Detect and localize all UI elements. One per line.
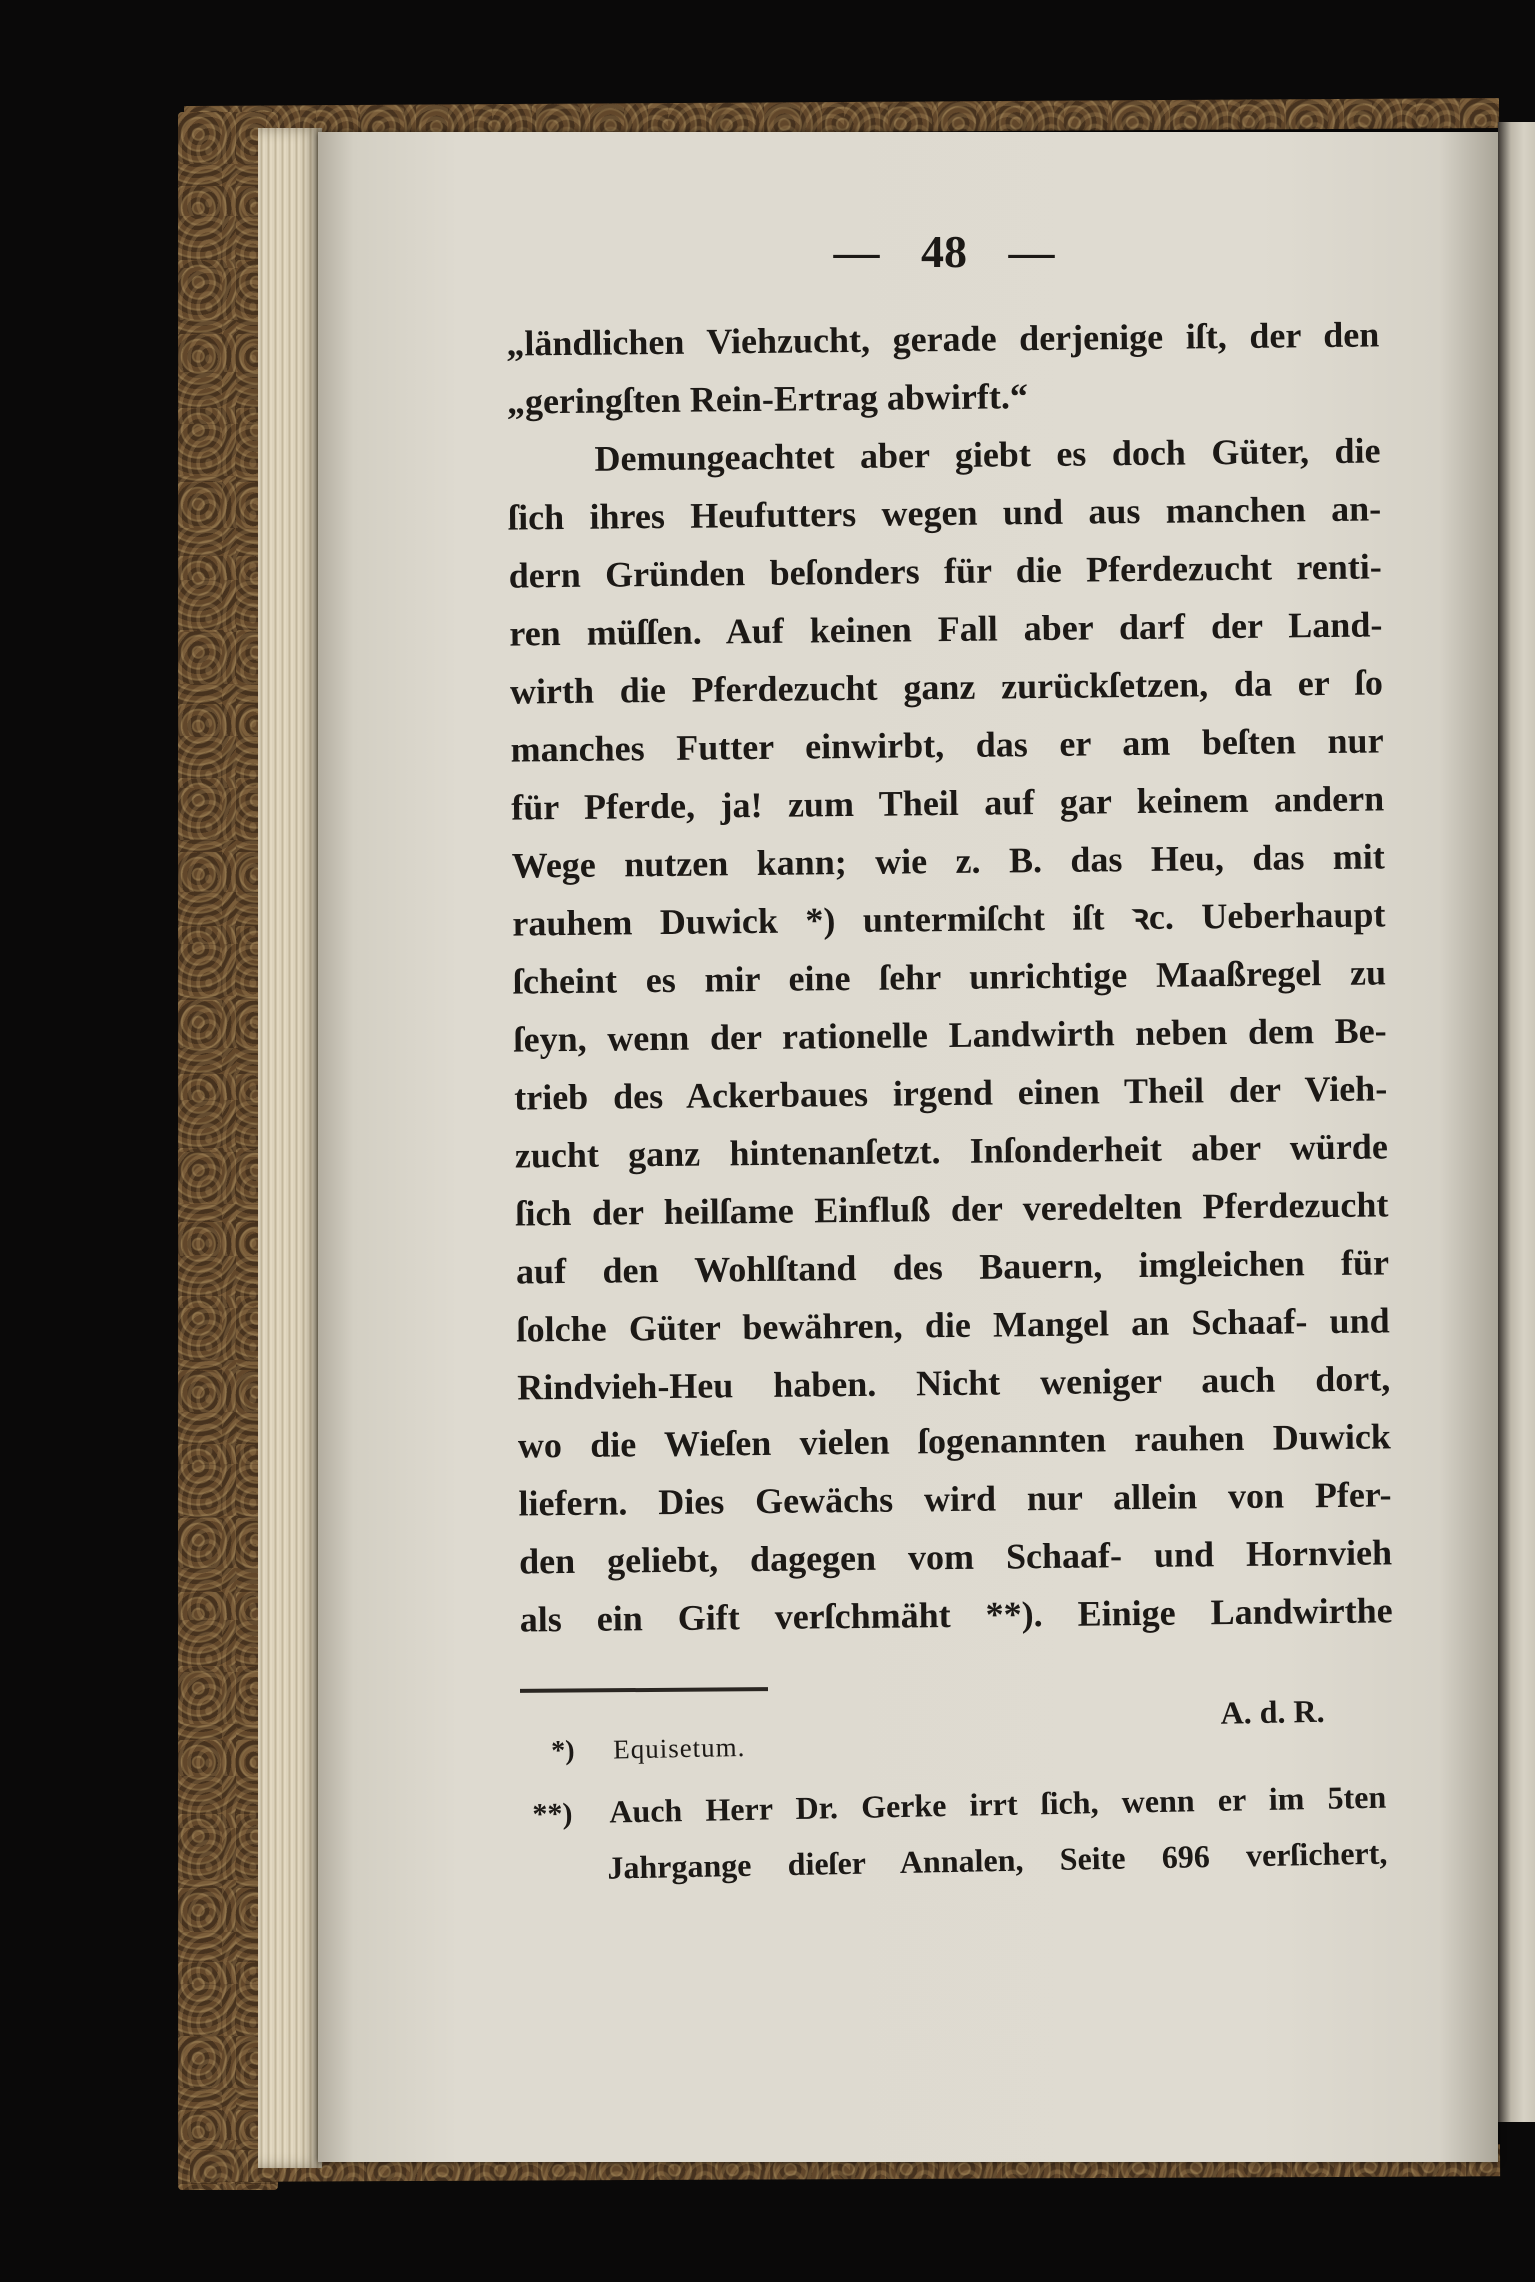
text-line: ſeyn, wenn der rationelle Landwirth neben dem Be-: [513, 1010, 1387, 1060]
text-line: ſich der heilſame Einfluß der veredelten Pferdezucht: [515, 1184, 1389, 1234]
text-line: auf den Wohlſtand des Bauern, imgleichen für: [515, 1242, 1390, 1292]
page-block-edges: [258, 128, 322, 2168]
next-page-edge: [1498, 122, 1535, 2122]
text-line: liefern. Dies Gewächs wird nur allein von Pfer-: [518, 1474, 1392, 1524]
text-line: Rindvieh-Heu haben. Nicht weniger auch dort,: [517, 1358, 1391, 1408]
body-text: [506, 305, 1393, 1648]
footnote-marker: *): [550, 1735, 575, 1767]
footnote-text-line: Jahrgange dieſer Annalen, Seite 696 verſichert,: [607, 1834, 1388, 1886]
text-line: ren müſſen. Auf keinen Fall aber darf der Land-: [509, 604, 1383, 654]
text-line: dern Gründen beſonders für die Pferdezucht renti-: [508, 546, 1382, 596]
text-line: ſcheint es mir eine ſehr unrichtige Maaßregel zu: [512, 952, 1387, 1002]
editor-note: A. d. R.: [1220, 1692, 1325, 1731]
text-line: für Pferde, ja! zum Theil auf gar keinem andern: [510, 778, 1385, 828]
text-line: als ein Gift verſchmäht **). Einige Landwirthe: [519, 1590, 1393, 1640]
text-line: wo die Wieſen vielen ſogenannten rauhen Duwick: [517, 1416, 1392, 1466]
page-number: — 48 —: [833, 226, 1055, 277]
footnote-text-line: Auch Herr Dr. Gerke irrt ſich, wenn er im 5ten: [609, 1778, 1387, 1830]
text-line: wirth die Pferdezucht ganz zurückſetzen, da er ſo: [509, 662, 1384, 712]
text-line: manches Futter einwirbt, das er am beſten nur: [510, 720, 1384, 770]
text-line: trieb des Ackerbaues irgend einen Theil der Vieh-: [514, 1068, 1388, 1118]
text-line: rauhem Duwick *) untermiſcht iſt ꝛc. Ueberhaupt: [512, 894, 1386, 944]
text-line: den geliebt, dagegen vom Schaaf- und Hornvieh: [518, 1532, 1393, 1582]
text-line: zucht ganz hintenanſetzt. Inſonderheit aber würde: [514, 1126, 1389, 1176]
text-line: „geringſten Rein-Ertrag abwirft.“: [506, 376, 1029, 422]
footnote-text: Equisetum.: [612, 1731, 746, 1765]
text-line: ſolche Güter bewähren, die Mangel an Schaaf- und: [516, 1300, 1390, 1350]
text-line: ſich ihres Heufutters wegen und aus manchen an-: [507, 488, 1382, 538]
text-line: Wege nutzen kann; wie z. B. das Heu, das mit: [511, 836, 1385, 886]
footnote-marker: **): [532, 1797, 573, 1832]
book-cover-top-edge: [184, 98, 1499, 136]
text-line: Demungeachtet aber giebt es doch Güter, die: [594, 430, 1381, 479]
text-line: „ländlichen Viehzucht, gerade derjenige iſt, der den: [506, 314, 1380, 364]
